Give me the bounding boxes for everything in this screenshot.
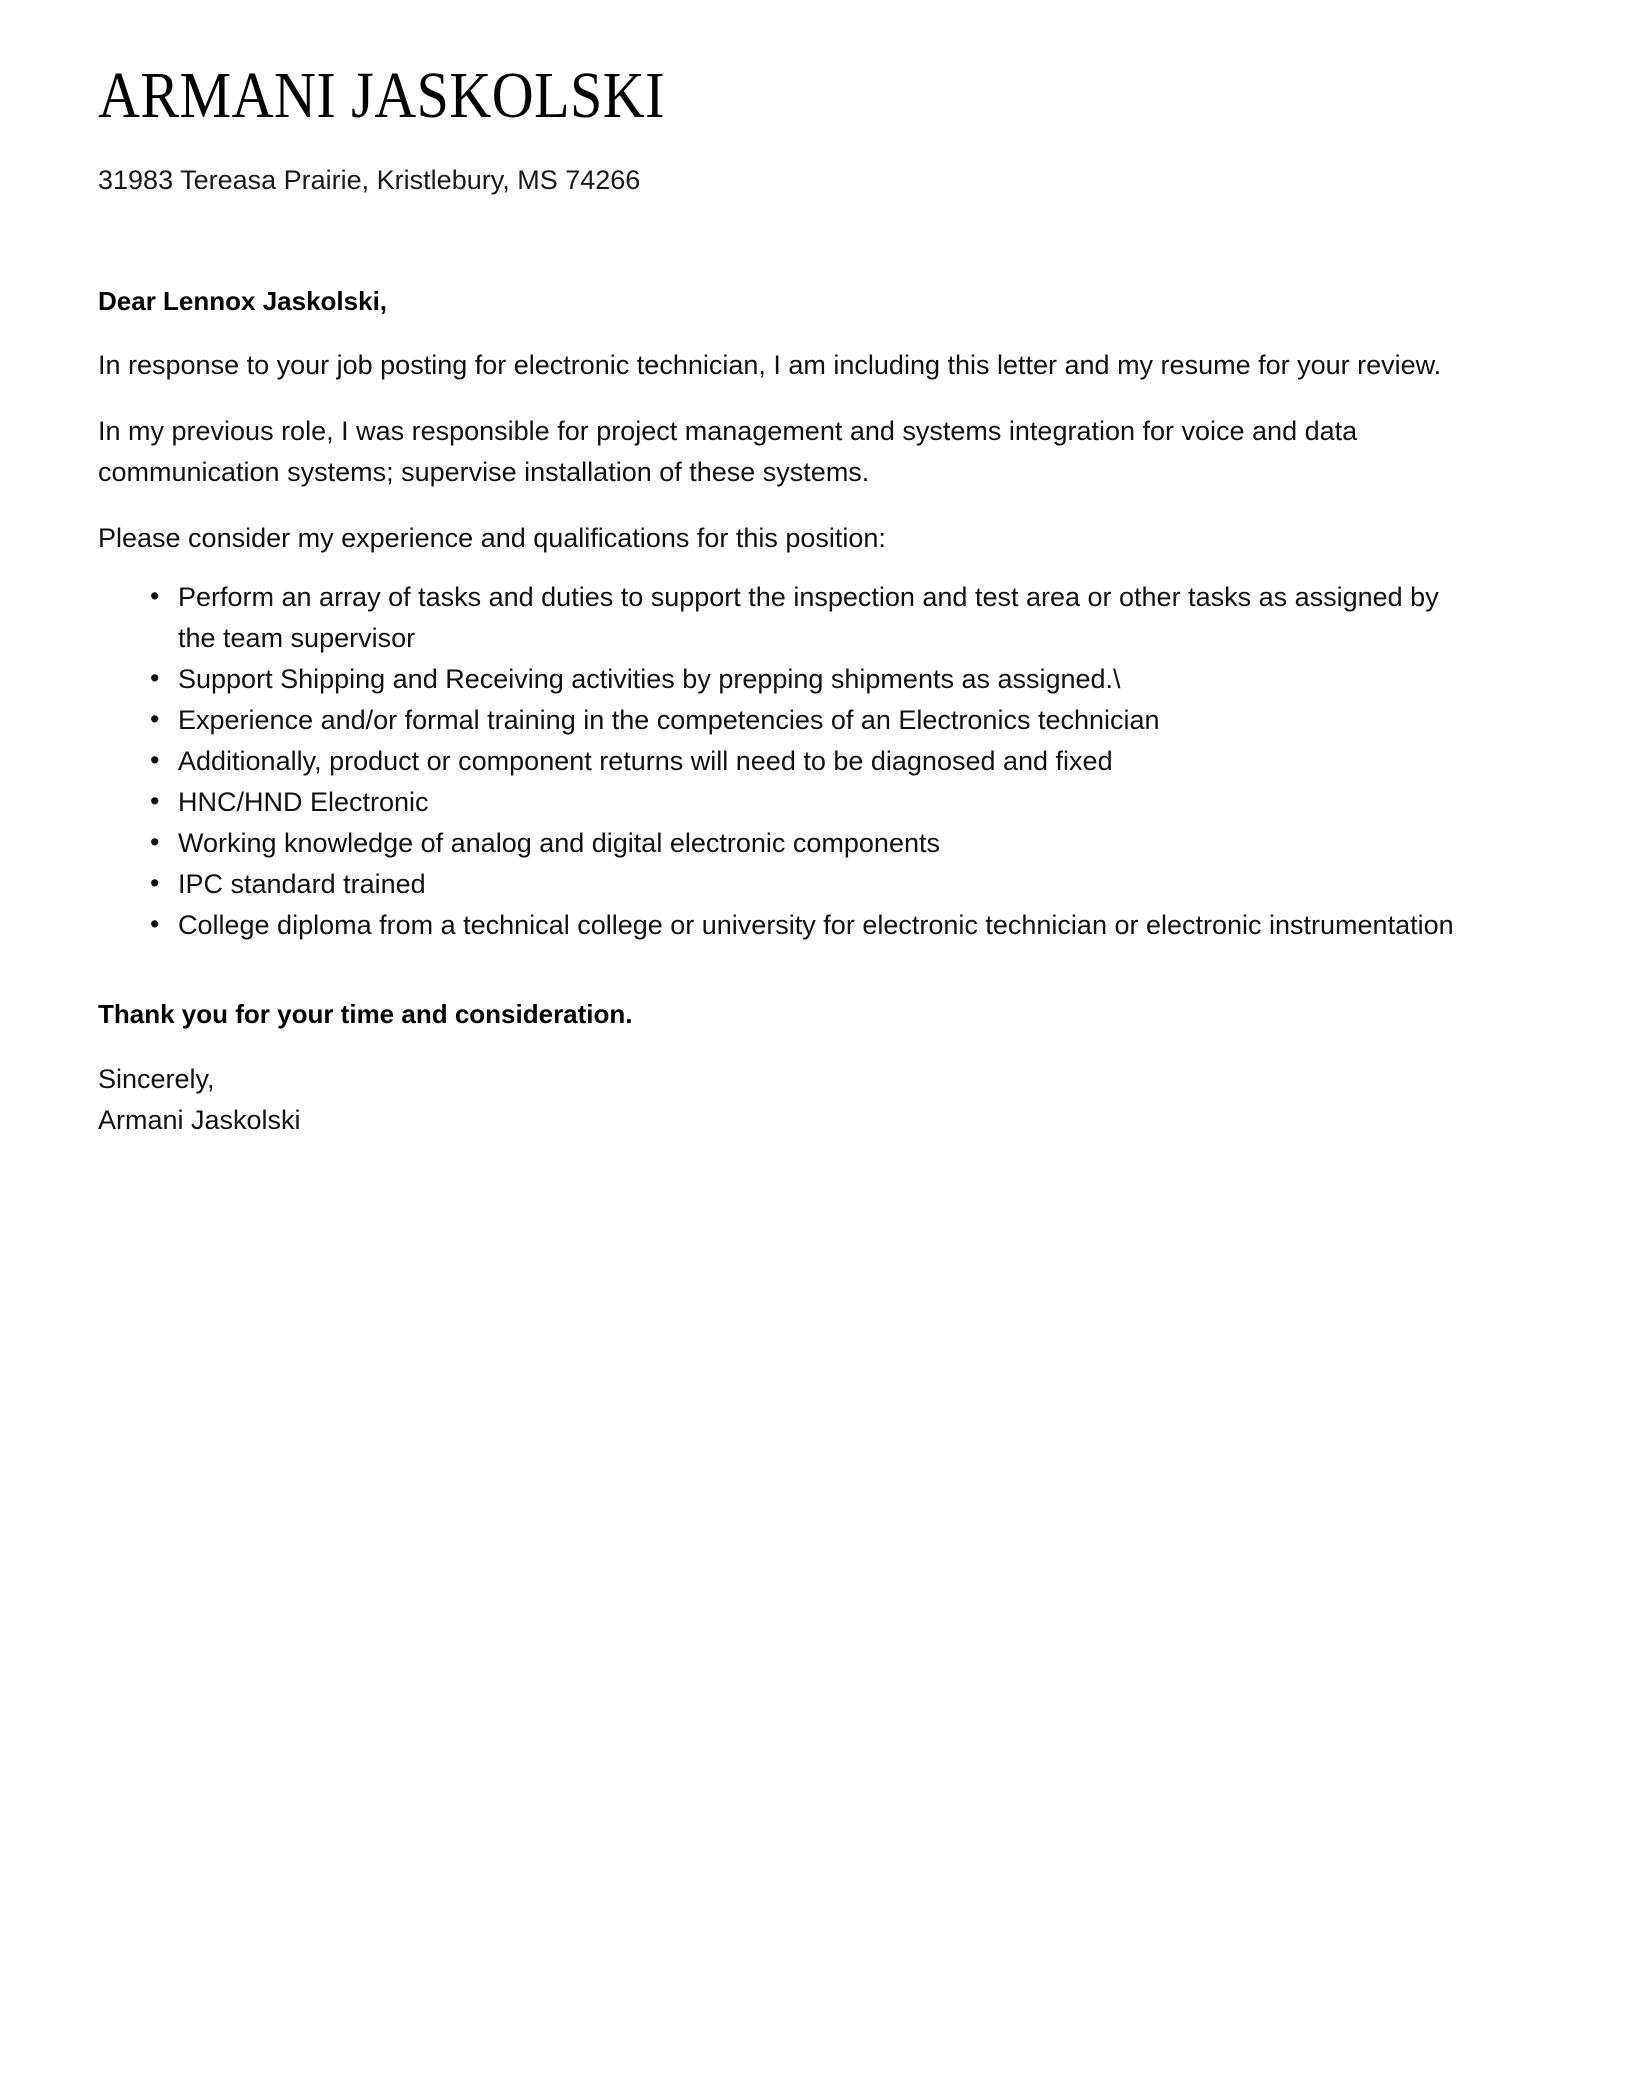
qualifications-list [98,559,1470,946]
list-item: • Support Shipping and Receiving activities by prepping shipments as assigned.\ [98,659,1470,700]
body-paragraph-1: In response to your job posting for electronic technician, I am including this letter and my resume for your review. [98,349,1442,380]
body-paragraph-2: In my previous role, I was responsible for project management and systems integration for voice and data communication systems; supervise installation of these systems. [98,415,1358,487]
letter-content [98,0,1470,1141]
list-item: • HNC/HND Electronic [98,782,1470,823]
closing-statement: Thank you for your time and consideration. [98,999,633,1030]
list-item: • Experience and/or formal training in the competencies of an Electronics technician [98,700,1470,741]
signoff-salutation: Sincerely, [98,1063,215,1094]
page-title: ARMANI JASKOLSKI [98,59,665,132]
list-item: • Perform an array of tasks and duties to support the inspection and test area or other tasks as assigned by the team supervisor [98,577,1470,659]
list-item: • Working knowledge of analog and digital electronic components [98,823,1470,864]
signature-block [98,1033,1470,1141]
list-item: • Additionally, product or component returns will need to be diagnosed and fixed [98,741,1470,782]
list-item: • College diploma from a technical college or university for electronic technician or electronic instrumentation [98,905,1470,946]
signoff-name: Armani Jaskolski [98,1104,301,1135]
list-item: • IPC standard trained [98,864,1470,905]
sender-address: 31983 Tereasa Prairie, Kristlebury, MS 74266 [98,165,641,195]
salutation: Dear Lennox Jaskolski, [98,286,388,317]
body-paragraph-3: Please consider my experience and qualifications for this position: [98,522,886,553]
